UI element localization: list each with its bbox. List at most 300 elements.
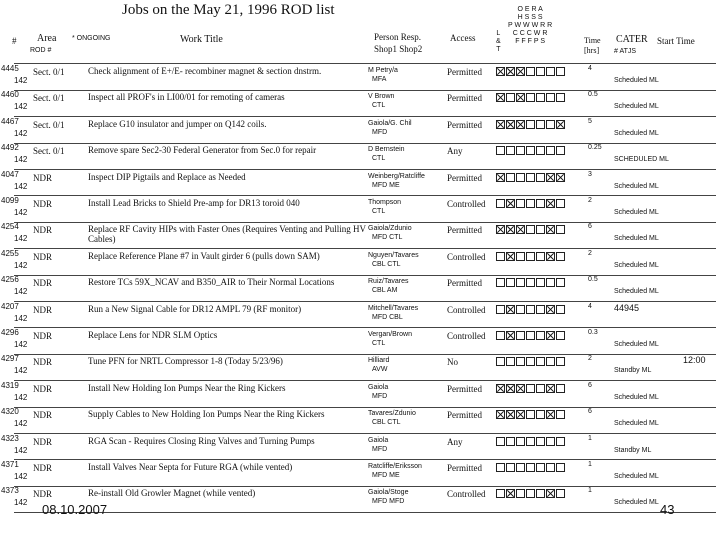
table-row <box>0 64 720 90</box>
person-responsible <box>368 145 405 163</box>
access-level: Any <box>447 146 463 157</box>
job-time: 1 <box>588 461 592 468</box>
job-number: 4320 <box>1 407 19 417</box>
checkbox-group <box>496 331 565 340</box>
unchecked-box <box>556 93 565 102</box>
checked-box <box>546 410 555 419</box>
job-time: 0.5 <box>588 276 598 284</box>
unchecked-box <box>556 463 565 472</box>
unchecked-box <box>536 199 545 208</box>
unchecked-box <box>506 357 515 366</box>
job-number: 4256 <box>1 275 19 285</box>
job-area: NDR <box>33 357 53 368</box>
unchecked-box <box>556 489 565 498</box>
start-time: 12:00 <box>683 355 706 366</box>
work-title: Install New Holding Ion Pumps Near the Ring Kickers <box>88 382 286 393</box>
person-name: Mitchell/Tavares <box>368 304 419 312</box>
header-time: Time [hrs] <box>584 36 601 55</box>
checked-box <box>496 93 505 102</box>
cater-status: Standby ML <box>614 367 652 375</box>
checkbox-group <box>496 252 565 261</box>
person-name: Gaiola <box>368 383 389 391</box>
unchecked-box <box>506 173 515 182</box>
rod-number: 142 <box>14 498 28 508</box>
job-number: 4319 <box>1 380 19 390</box>
job-time: 2 <box>588 249 592 257</box>
person-responsible <box>368 409 416 427</box>
work-title: Run a New Signal Cable for DR12 AMPL 79 (RF monitor) <box>88 303 302 314</box>
header-num: # <box>12 36 17 46</box>
shop-codes: MFA <box>372 76 387 83</box>
cater-status: Scheduled ML <box>614 129 659 137</box>
checked-box <box>496 410 505 419</box>
unchecked-box <box>536 173 545 182</box>
checked-box <box>506 410 515 419</box>
header-area: Area <box>37 33 57 44</box>
unchecked-box <box>516 331 525 340</box>
unchecked-box <box>526 146 535 155</box>
job-time: 0.25 <box>588 144 602 152</box>
unchecked-box <box>556 252 565 261</box>
access-level: Controlled <box>447 304 486 315</box>
unchecked-box <box>556 225 565 234</box>
job-time: 2 <box>588 197 592 204</box>
shop-codes: CTL <box>372 208 386 215</box>
cater-status: Scheduled ML <box>614 77 659 84</box>
person-responsible <box>368 304 418 322</box>
checked-box <box>506 252 515 261</box>
unchecked-box <box>556 305 565 314</box>
unchecked-box <box>496 252 505 261</box>
unchecked-box <box>496 199 505 208</box>
job-area: NDR <box>33 383 53 394</box>
shop-codes: MFD CTL <box>372 234 403 242</box>
access-level: Any <box>447 436 463 447</box>
unchecked-box <box>526 410 535 419</box>
unchecked-box <box>536 305 545 314</box>
rod-number: 142 <box>14 392 28 402</box>
shop-codes: MFD ME <box>372 472 400 479</box>
unchecked-box <box>526 305 535 314</box>
header-shops: Shop1 Shop2 <box>374 44 423 54</box>
table-row <box>0 90 720 116</box>
rod-number: 142 <box>14 208 28 217</box>
rod-number: 142 <box>14 366 28 376</box>
unchecked-box <box>506 437 515 446</box>
table-row <box>0 170 720 196</box>
job-area: Sect. 0/1 <box>33 146 65 157</box>
job-area: NDR <box>33 489 53 500</box>
person-responsible <box>368 356 389 374</box>
work-title: Inspect all PROF's in LI00/01 for remoting of cameras <box>88 92 285 103</box>
table-row <box>0 302 720 328</box>
access-level: Permitted <box>447 93 482 104</box>
access-level: Controlled <box>447 331 486 341</box>
checkbox-group <box>496 146 565 155</box>
rod-number: 142 <box>14 155 28 165</box>
checked-box <box>546 331 555 340</box>
checked-box <box>516 67 525 76</box>
unchecked-box <box>496 489 505 498</box>
job-number: 4460 <box>1 90 19 100</box>
table-row <box>0 486 720 512</box>
job-number: 4323 <box>1 433 19 443</box>
header-cater: CATER <box>616 34 648 45</box>
shop-codes: MFD ME <box>372 181 400 189</box>
person-name: M Petry/a <box>368 67 398 74</box>
rod-number: 142 <box>14 181 28 191</box>
table-row <box>0 117 720 143</box>
cater-status: Scheduled ML <box>614 209 659 216</box>
unchecked-box <box>526 173 535 182</box>
checkbox-group <box>496 357 565 366</box>
table-row <box>0 222 720 248</box>
person-responsible <box>368 224 412 242</box>
unchecked-box <box>536 252 545 261</box>
checked-box <box>516 225 525 234</box>
header-ongoing: * ONGOING <box>72 35 111 42</box>
table-row <box>0 381 720 407</box>
job-area: NDR <box>33 225 53 236</box>
checked-box <box>546 199 555 208</box>
header-cater-sub: # ATJS <box>614 48 637 55</box>
person-responsible <box>368 383 388 401</box>
checkbox-group <box>496 410 565 419</box>
checkbox-group <box>496 437 565 446</box>
access-level: Permitted <box>447 410 482 421</box>
unchecked-box <box>516 489 525 498</box>
work-title: Supply Cables to New Holding Ion Pumps Near the Ring Kickers <box>88 409 325 420</box>
work-title: Inspect DIP Pigtails and Replace as Needed <box>88 171 246 182</box>
unchecked-box <box>516 173 525 182</box>
cater-status: Scheduled ML <box>614 393 659 401</box>
access-level: Controlled <box>447 489 486 500</box>
cater-status: Scheduled ML <box>614 420 659 428</box>
access-level: Permitted <box>447 67 482 77</box>
unchecked-box <box>526 199 535 208</box>
shop-codes: AVW <box>372 366 388 374</box>
rod-number: 142 <box>14 445 28 455</box>
unchecked-box <box>546 463 555 472</box>
access-level: Permitted <box>447 463 482 473</box>
unchecked-box <box>536 489 545 498</box>
job-time: 5 <box>588 117 592 125</box>
shop-codes: MFD CBL <box>372 313 403 321</box>
job-time: 6 <box>588 223 592 231</box>
work-title: Remove spare Sec2-30 Federal Generator from Sec.0 for repair <box>88 145 317 156</box>
job-number: 4371 <box>1 460 19 469</box>
work-title: Install Valves Near Septa for Future RGA (while vented) <box>88 462 293 472</box>
job-time: 1 <box>588 487 592 495</box>
job-area: NDR <box>33 278 53 289</box>
job-time: 6 <box>588 381 592 389</box>
cater-status: SCHEDULED ML <box>614 156 669 164</box>
table-row <box>0 249 720 275</box>
person-name: Gaiola/Zdunio <box>368 225 412 233</box>
unchecked-box <box>516 305 525 314</box>
checked-box <box>546 489 555 498</box>
checked-box <box>496 173 505 182</box>
checked-box <box>516 93 525 102</box>
checked-box <box>516 120 525 129</box>
person-name: Vergan/Brown <box>368 331 412 338</box>
unchecked-box <box>496 278 505 287</box>
checkbox-group <box>496 384 565 393</box>
unchecked-box <box>496 331 505 340</box>
checked-box <box>546 384 555 393</box>
work-title: RGA Scan - Requires Closing Ring Valves and Turning Pumps <box>88 435 315 446</box>
unchecked-box <box>556 67 565 76</box>
unchecked-box <box>536 437 545 446</box>
person-responsible <box>368 172 425 190</box>
access-level: Permitted <box>447 119 482 130</box>
unchecked-box <box>506 278 515 287</box>
shop-codes: CBL AM <box>372 287 398 295</box>
job-number: 4047 <box>1 169 19 179</box>
unchecked-box <box>516 199 525 208</box>
rod-number: 142 <box>14 419 28 429</box>
unchecked-box <box>536 357 545 366</box>
checkbox-group <box>496 305 565 314</box>
person-responsible <box>368 488 408 506</box>
unchecked-box <box>556 384 565 393</box>
shop-codes: CTL <box>372 340 386 347</box>
unchecked-box <box>536 410 545 419</box>
job-number: 4467 <box>1 116 19 126</box>
person-responsible <box>368 436 388 454</box>
access-level: No <box>447 357 458 368</box>
unchecked-box <box>496 437 505 446</box>
job-number: 4207 <box>1 301 19 311</box>
job-area: NDR <box>33 331 53 341</box>
unchecked-box <box>516 278 525 287</box>
access-level: Permitted <box>447 383 482 394</box>
page-title: Jobs on the May 21, 1996 ROD list <box>122 2 335 18</box>
unchecked-box <box>506 463 515 472</box>
checkbox-group <box>496 199 565 208</box>
header-person: Person Resp. <box>374 32 421 42</box>
job-time: 3 <box>588 170 592 178</box>
unchecked-box <box>546 120 555 129</box>
person-name: Hilliard <box>368 357 390 365</box>
header-rod: ROD # <box>30 47 52 54</box>
unchecked-box <box>556 146 565 155</box>
work-title: Replace RF Cavity HIPs with Faster Ones (Requires Venting and Pulling HV Cables) <box>88 224 366 245</box>
rod-number: 142 <box>14 260 28 270</box>
unchecked-box <box>516 146 525 155</box>
cater-status: Scheduled ML <box>614 261 659 269</box>
person-name: Ratcliffe/Eriksson <box>368 463 422 470</box>
unchecked-box <box>556 357 565 366</box>
unchecked-box <box>526 384 535 393</box>
job-number: 4254 <box>1 222 19 232</box>
job-number: 4373 <box>1 486 19 496</box>
header-work-title: Work Title <box>180 34 223 45</box>
unchecked-box <box>536 225 545 234</box>
shop-codes: CBL CTL <box>372 419 401 427</box>
work-title: Tune PFN for NRTL Compressor 1-8 (Today 5/23/96) <box>88 356 283 367</box>
job-number: 4445 <box>1 64 19 73</box>
table-row <box>0 407 720 433</box>
cater-status: Scheduled ML <box>614 499 659 507</box>
unchecked-box <box>526 357 535 366</box>
unchecked-box <box>526 278 535 287</box>
unchecked-box <box>536 278 545 287</box>
person-responsible <box>368 198 401 216</box>
person-name: V Brown <box>368 93 395 101</box>
table-row <box>0 460 720 486</box>
job-area: Sect. 0/1 <box>33 67 65 77</box>
header-start-time: Start Time <box>657 36 695 46</box>
job-area: NDR <box>33 251 53 262</box>
job-time: 0.5 <box>588 91 598 99</box>
person-responsible <box>368 277 408 295</box>
checked-box <box>506 305 515 314</box>
checked-box <box>546 252 555 261</box>
job-number: 4099 <box>1 196 19 205</box>
checked-box <box>496 120 505 129</box>
person-responsible <box>368 119 412 137</box>
unchecked-box <box>526 225 535 234</box>
unchecked-box <box>536 463 545 472</box>
work-title: Replace Lens for NDR SLM Optics <box>88 330 218 340</box>
checked-box <box>496 384 505 393</box>
work-title: Install Lead Bricks to Shield Pre-amp for DR13 toroid 040 <box>88 198 300 208</box>
unchecked-box <box>526 252 535 261</box>
unchecked-box <box>526 331 535 340</box>
person-name: Ruiz/Tavares <box>368 278 409 286</box>
unchecked-box <box>516 437 525 446</box>
table-row <box>0 196 720 222</box>
checkbox-group <box>496 225 565 234</box>
job-area: NDR <box>33 410 53 421</box>
checked-box <box>496 225 505 234</box>
shop-codes: MFD <box>372 392 388 400</box>
work-title: Re-install Old Growler Magnet (while vented) <box>88 488 256 499</box>
cater-status: Scheduled ML <box>614 103 659 111</box>
checked-box <box>556 120 565 129</box>
unchecked-box <box>546 146 555 155</box>
rod-number: 142 <box>14 340 28 349</box>
cater-status: Scheduled ML <box>614 235 659 243</box>
cater-status: 44945 <box>614 302 640 313</box>
cater-status: Scheduled ML <box>614 288 659 296</box>
row-divider <box>14 512 716 513</box>
checked-box <box>546 305 555 314</box>
job-area: NDR <box>33 199 53 209</box>
checkbox-group <box>496 173 565 182</box>
unchecked-box <box>526 463 535 472</box>
checkbox-group <box>496 120 565 129</box>
job-time: 4 <box>588 65 592 72</box>
checked-box <box>506 384 515 393</box>
rod-number: 142 <box>14 472 28 481</box>
person-responsible <box>368 251 419 269</box>
shop-codes: CTL <box>372 102 386 110</box>
unchecked-box <box>506 146 515 155</box>
person-responsible <box>368 66 398 84</box>
unchecked-box <box>526 437 535 446</box>
unchecked-box <box>526 93 535 102</box>
rod-number: 142 <box>14 234 28 244</box>
unchecked-box <box>526 120 535 129</box>
checked-box <box>506 489 515 498</box>
checkbox-group <box>496 67 565 76</box>
person-name: Gaiola/Stoge <box>368 489 409 497</box>
unchecked-box <box>536 146 545 155</box>
job-area: NDR <box>33 172 53 183</box>
job-number: 4255 <box>1 248 19 258</box>
unchecked-box <box>516 463 525 472</box>
unchecked-box <box>546 357 555 366</box>
rod-number: 142 <box>14 313 28 323</box>
unchecked-box <box>546 278 555 287</box>
rod-number: 142 <box>14 76 28 85</box>
unchecked-box <box>536 384 545 393</box>
checked-box <box>546 225 555 234</box>
checkbox-group <box>496 93 565 102</box>
checkbox-group <box>496 278 565 287</box>
person-name: Gaiola/G. Chil <box>368 119 412 127</box>
checkbox-group <box>496 463 565 472</box>
access-level: Permitted <box>447 172 482 183</box>
unchecked-box <box>546 93 555 102</box>
job-area: NDR <box>33 436 53 447</box>
unchecked-box <box>556 199 565 208</box>
checked-box <box>506 199 515 208</box>
unchecked-box <box>546 67 555 76</box>
access-level: Controlled <box>447 199 486 209</box>
person-name: D Bernstein <box>368 146 405 154</box>
unchecked-box <box>516 357 525 366</box>
checked-box <box>516 384 525 393</box>
person-responsible <box>368 92 394 110</box>
shop-codes: CBL CTL <box>372 260 401 268</box>
table-row <box>0 275 720 301</box>
job-area: Sect. 0/1 <box>33 119 65 130</box>
rod-number: 142 <box>14 102 28 112</box>
job-number: 4297 <box>1 354 19 364</box>
person-name: Gaiola <box>368 436 389 444</box>
checked-box <box>506 120 515 129</box>
person-name: Weinberg/Ratcliffe <box>368 172 425 180</box>
checked-box <box>506 225 515 234</box>
work-title: Check alignment of E+/E- recombiner magnet & section dnstrm. <box>88 66 322 76</box>
work-title: Restore TCs 59X_NCAV and B350_AIR to Their Normal Locations <box>88 277 335 288</box>
job-time: 6 <box>588 408 592 416</box>
footer-date: 08.10.2007 <box>42 502 108 517</box>
unchecked-box <box>536 120 545 129</box>
person-responsible <box>368 330 412 348</box>
unchecked-box <box>496 463 505 472</box>
work-title: Replace Reference Plane #7 in Vault girder 6 (pulls down SAM) <box>88 250 320 261</box>
unchecked-box <box>536 93 545 102</box>
cater-status: Scheduled ML <box>614 473 659 480</box>
job-area: Sect. 0/1 <box>33 93 65 104</box>
checked-box <box>506 67 515 76</box>
unchecked-box <box>526 67 535 76</box>
unchecked-box <box>506 93 515 102</box>
checked-box <box>556 173 565 182</box>
shop-codes: MFD <box>372 445 388 453</box>
checked-box <box>506 331 515 340</box>
unchecked-box <box>556 410 565 419</box>
unchecked-box <box>526 489 535 498</box>
job-number: 4296 <box>1 328 19 337</box>
job-area: NDR <box>33 304 53 315</box>
unchecked-box <box>496 305 505 314</box>
access-level: Permitted <box>447 278 482 289</box>
